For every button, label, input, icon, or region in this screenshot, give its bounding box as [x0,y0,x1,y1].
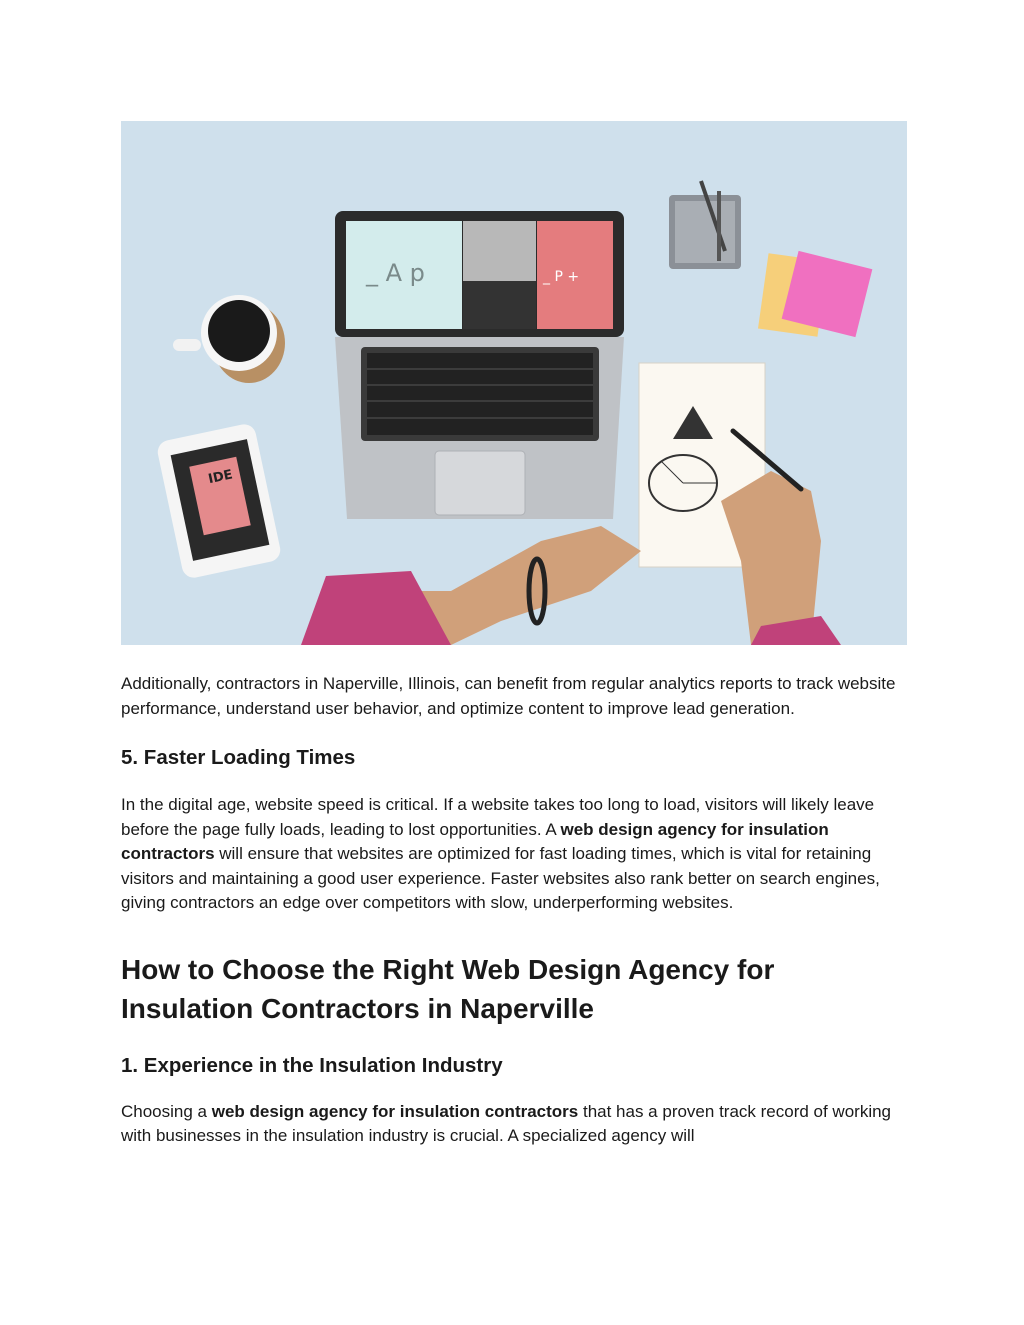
experience-text-bold: web design agency for insulation contractors [211,1101,579,1121]
experience-text-pre: Choosing a [121,1101,212,1121]
phone-screen-text: IDE [206,467,235,488]
paragraph-website-speed [121,793,907,916]
speed-text-post: will ensure that websites are optimized for fast loading times, which is vital for retaining visitors and maintaining a good user experience. Faster websites also rank better on search engines, giving contractors an edge over competitors with slow, underperforming websites. [121,844,880,912]
screen-text-left: _ A p [366,259,425,287]
heading-experience-industry: 1. Experience in the Insulation Industry [121,1053,503,1077]
speed-text-pre: In the digital age, website speed is critical. If a website takes too long to load, visitors will likely leave before the page fully loads, leading to lost opportunities. A [121,795,875,839]
heading-faster-loading-times: 5. Faster Loading Times [121,746,356,769]
paragraph-analytics: Additionally, contractors in Naperville, Illinois, can benefit from regular analytics reports to track website performance, understand user behavior, and optimize content to improve lead generation. [121,674,896,718]
laptop-illustration [335,211,624,519]
hero-photo [121,121,907,645]
paragraph-experience [121,1100,907,1149]
screen-text-right: _ P + [543,269,580,285]
experience-text-post: that has a proven track record of working with businesses in the insulation industry is crucial. A specialized agency will [121,1101,892,1145]
heading-how-to-choose: How to Choose the Right Web Design Agency for Insulation Contractors in Naperville [121,953,775,1024]
article-body [121,670,907,1149]
speed-text-bold: web design agency for insulation contractors [121,819,829,863]
